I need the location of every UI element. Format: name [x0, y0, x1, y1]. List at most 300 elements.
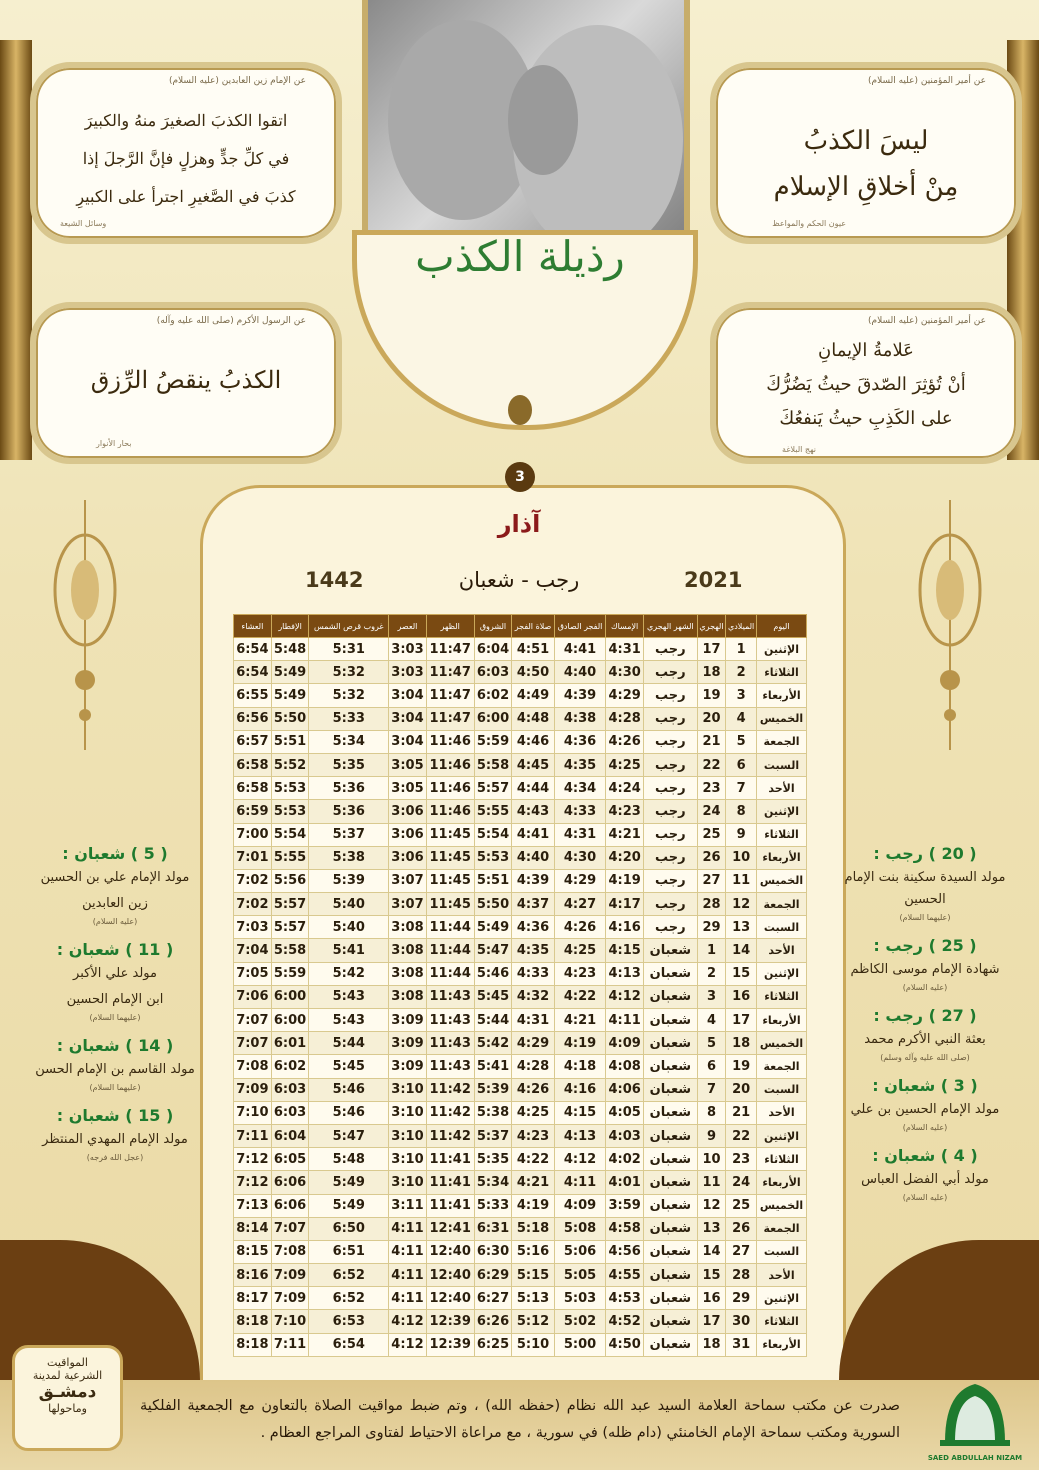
- table-cell: 5:41: [309, 939, 389, 962]
- table-cell: 3:03: [389, 638, 427, 661]
- table-cell: 4:23: [554, 962, 606, 985]
- table-cell: شعبان: [643, 1101, 697, 1124]
- table-cell: 4:25: [606, 753, 644, 776]
- table-cell: 4:09: [606, 1032, 644, 1055]
- table-cell: 18: [726, 1032, 757, 1055]
- table-cell: 6:27: [474, 1287, 512, 1310]
- table-cell: 5:53: [474, 846, 512, 869]
- table-cell: رجب: [643, 638, 697, 661]
- table-cell: 7:05: [234, 962, 272, 985]
- table-cell: 11:45: [426, 846, 474, 869]
- table-cell: 4:27: [554, 893, 606, 916]
- table-cell: 11:46: [426, 730, 474, 753]
- quote-ref: وسائل الشيعة: [60, 219, 107, 228]
- quote-source: عن أمير المؤمنين (عليه السلام): [868, 76, 986, 86]
- table-cell: 3:05: [389, 777, 427, 800]
- table-cell: 3:07: [389, 869, 427, 892]
- quote-line: أنْ تُؤثِرَ الصّدقَ حيثُ يَضُرُّكَ: [766, 374, 966, 395]
- quote-line: الكذبُ ينقصُ الرِّزق: [90, 366, 282, 394]
- table-cell: 3:08: [389, 962, 427, 985]
- table-cell: 4:31: [512, 1009, 554, 1032]
- table-cell: 4:16: [606, 916, 644, 939]
- table-cell: 4: [697, 1009, 725, 1032]
- table-cell: 3:04: [389, 684, 427, 707]
- table-cell: 5:45: [474, 985, 512, 1008]
- column-header: العصر: [389, 615, 427, 638]
- table-cell: 21: [697, 730, 725, 753]
- table-row: [234, 1171, 807, 1194]
- table-cell: 3:03: [389, 661, 427, 684]
- table-cell: شعبان: [643, 1264, 697, 1287]
- table-cell: الجمعة: [757, 730, 807, 753]
- arabesque-ornament-right: [915, 500, 985, 750]
- table-row: [234, 730, 807, 753]
- table-cell: الخميس: [757, 1032, 807, 1055]
- table-cell: 4:24: [606, 777, 644, 800]
- table-cell: 7:12: [234, 1148, 272, 1171]
- table-cell: 4:39: [554, 684, 606, 707]
- column-header: العشاء: [234, 615, 272, 638]
- table-cell: 4:29: [606, 684, 644, 707]
- table-cell: 2: [697, 962, 725, 985]
- event-text: مولد الإمام المهدي المنتظر: [42, 1132, 188, 1147]
- table-cell: 6:00: [271, 985, 309, 1008]
- table-cell: 5:33: [474, 1194, 512, 1217]
- table-row: [234, 1264, 807, 1287]
- table-cell: 7: [726, 777, 757, 800]
- badge-city: دمشـق: [38, 1382, 97, 1402]
- table-cell: 28: [697, 893, 725, 916]
- badge-line: المواقيت: [47, 1356, 88, 1369]
- table-cell: 4:45: [512, 753, 554, 776]
- table-cell: شعبان: [643, 1310, 697, 1333]
- table-row: [234, 916, 807, 939]
- table-cell: 6:50: [309, 1217, 389, 1240]
- quote-mid-right: [710, 302, 1022, 464]
- table-cell: 4:31: [606, 638, 644, 661]
- event-text: مولد السيدة سكينة بنت الإمام الحسين: [844, 870, 1006, 907]
- table-row: [234, 661, 807, 684]
- table-cell: رجب: [643, 846, 697, 869]
- table-cell: 3:08: [389, 939, 427, 962]
- table-cell: 6:52: [309, 1264, 389, 1287]
- table-cell: 3:08: [389, 985, 427, 1008]
- table-cell: 4:03: [606, 1124, 644, 1147]
- column-header: الهجري: [697, 615, 725, 638]
- table-cell: 6:05: [271, 1148, 309, 1171]
- table-cell: 8:14: [234, 1217, 272, 1240]
- column-header: الإمساك: [606, 615, 644, 638]
- table-cell: 4:28: [606, 707, 644, 730]
- month-name: آذار: [497, 510, 541, 538]
- table-cell: رجب: [643, 753, 697, 776]
- table-cell: 10: [726, 846, 757, 869]
- table-cell: 3:59: [606, 1194, 644, 1217]
- table-row: [234, 962, 807, 985]
- table-cell: 4:44: [512, 777, 554, 800]
- table-cell: 5:55: [271, 846, 309, 869]
- table-row: [234, 846, 807, 869]
- event-text: مولد علي الأكبر: [73, 966, 157, 981]
- quote-source: عن الرسول الأكرم (صلى الله عليه وآله): [156, 316, 306, 326]
- table-cell: شعبان: [643, 1032, 697, 1055]
- table-header-row: [234, 615, 807, 638]
- table-cell: 5:40: [309, 893, 389, 916]
- table-cell: 5:59: [474, 730, 512, 753]
- table-cell: 11:44: [426, 916, 474, 939]
- hijri-months: رجب - شعبان: [458, 568, 580, 592]
- table-cell: الإثنين: [757, 962, 807, 985]
- table-cell: 7:07: [271, 1217, 309, 1240]
- table-cell: 9: [726, 823, 757, 846]
- table-cell: السبت: [757, 916, 807, 939]
- quote-line: في كلِّ جدٍّ وهزلٍ فإنَّ الرَّجلَ إذا: [82, 149, 290, 168]
- column-header: الشهر الهجري: [643, 615, 697, 638]
- table-cell: الأربعاء: [757, 684, 807, 707]
- table-cell: 5:13: [512, 1287, 554, 1310]
- table-cell: شعبان: [643, 1055, 697, 1078]
- table-cell: 11:47: [426, 638, 474, 661]
- table-cell: 29: [726, 1287, 757, 1310]
- quote-line: كذبَ في الصَّغيرِ اجترأ على الكبيرِ: [76, 187, 296, 206]
- table-cell: 11:45: [426, 869, 474, 892]
- table-cell: 11:47: [426, 707, 474, 730]
- table-row: [234, 985, 807, 1008]
- table-cell: 27: [697, 869, 725, 892]
- table-cell: 13: [697, 1217, 725, 1240]
- table-cell: 5:53: [271, 777, 309, 800]
- table-cell: 4:22: [554, 985, 606, 1008]
- table-cell: 5:57: [271, 916, 309, 939]
- table-cell: 6:54: [234, 661, 272, 684]
- table-cell: شعبان: [643, 1240, 697, 1263]
- table-cell: 3:05: [389, 753, 427, 776]
- table-cell: 6:00: [271, 1009, 309, 1032]
- table-cell: رجب: [643, 893, 697, 916]
- table-cell: 11:43: [426, 985, 474, 1008]
- table-cell: الثلاثاء: [757, 1148, 807, 1171]
- table-cell: 4:19: [512, 1194, 554, 1217]
- table-cell: 5:48: [271, 638, 309, 661]
- table-cell: 17: [697, 638, 725, 661]
- month-number-badge: 3: [505, 462, 535, 492]
- table-row: [234, 800, 807, 823]
- table-cell: 12:39: [426, 1333, 474, 1356]
- quote-ref: بحار الأنوار: [96, 439, 132, 448]
- table-cell: 6:58: [234, 753, 272, 776]
- event-text: زين العابدين: [82, 896, 148, 911]
- table-cell: 11:42: [426, 1101, 474, 1124]
- table-cell: 4:48: [512, 707, 554, 730]
- table-cell: 11:46: [426, 753, 474, 776]
- table-cell: 9: [697, 1124, 725, 1147]
- office-logo: [925, 1372, 1025, 1462]
- table-cell: 5:05: [554, 1264, 606, 1287]
- table-cell: 14: [697, 1240, 725, 1263]
- event-note: (عليهما السلام): [89, 1083, 141, 1092]
- table-row: [234, 1101, 807, 1124]
- table-cell: السبت: [757, 753, 807, 776]
- table-cell: 4:40: [512, 846, 554, 869]
- table-cell: 7:08: [234, 1055, 272, 1078]
- quote-mid-left: [30, 302, 342, 464]
- table-cell: 4:35: [554, 753, 606, 776]
- event-note: (عليه السلام): [902, 1193, 948, 1202]
- table-cell: 4: [726, 707, 757, 730]
- table-cell: 7:09: [271, 1287, 309, 1310]
- table-cell: 23: [726, 1148, 757, 1171]
- table-cell: 31: [726, 1333, 757, 1356]
- table-cell: 27: [726, 1240, 757, 1263]
- table-cell: 7:07: [234, 1032, 272, 1055]
- table-cell: 5:49: [309, 1194, 389, 1217]
- table-cell: 16: [726, 985, 757, 1008]
- table-cell: 11:43: [426, 1055, 474, 1078]
- event-date: ( 11 ) شعبان :: [56, 940, 174, 959]
- table-cell: 29: [697, 916, 725, 939]
- table-cell: 5:37: [474, 1124, 512, 1147]
- table-cell: 11:42: [426, 1124, 474, 1147]
- table-cell: 4:11: [389, 1240, 427, 1263]
- table-cell: 11:44: [426, 939, 474, 962]
- table-cell: 5:00: [554, 1333, 606, 1356]
- table-cell: 5:42: [474, 1032, 512, 1055]
- table-cell: الأحد: [757, 777, 807, 800]
- table-cell: شعبان: [643, 1078, 697, 1101]
- table-cell: 3:04: [389, 707, 427, 730]
- table-row: [234, 684, 807, 707]
- table-cell: شعبان: [643, 985, 697, 1008]
- table-cell: 6:59: [234, 800, 272, 823]
- table-cell: 4:39: [512, 869, 554, 892]
- table-cell: 11:45: [426, 893, 474, 916]
- table-row: [234, 1148, 807, 1171]
- table-cell: 8:16: [234, 1264, 272, 1287]
- table-cell: 4:33: [512, 962, 554, 985]
- table-cell: 4:13: [554, 1124, 606, 1147]
- table-cell: 5:59: [271, 962, 309, 985]
- table-cell: 5:50: [474, 893, 512, 916]
- table-cell: شعبان: [643, 1171, 697, 1194]
- table-cell: 4:40: [554, 661, 606, 684]
- quote-source: عن أمير المؤمنين (عليه السلام): [868, 316, 986, 326]
- table-row: [234, 1240, 807, 1263]
- table-cell: 4:11: [389, 1287, 427, 1310]
- table-cell: 7:06: [234, 985, 272, 1008]
- table-cell: 5:57: [271, 893, 309, 916]
- table-cell: الأحد: [757, 1101, 807, 1124]
- table-cell: 4:16: [554, 1078, 606, 1101]
- table-cell: 7:11: [271, 1333, 309, 1356]
- quote-source: عن الإمام زين العابدين (عليه السلام): [168, 76, 306, 86]
- table-cell: رجب: [643, 916, 697, 939]
- table-cell: 6:25: [474, 1333, 512, 1356]
- table-cell: 5:32: [309, 684, 389, 707]
- table-cell: 4:28: [512, 1055, 554, 1078]
- table-cell: الخميس: [757, 1194, 807, 1217]
- table-cell: 7:03: [234, 916, 272, 939]
- table-cell: 4:17: [606, 893, 644, 916]
- table-cell: الأربعاء: [757, 1333, 807, 1356]
- table-cell: 11: [697, 1171, 725, 1194]
- table-cell: 3:09: [389, 1009, 427, 1032]
- table-cell: 4:25: [512, 1101, 554, 1124]
- table-cell: 4:01: [606, 1171, 644, 1194]
- table-cell: 30: [726, 1310, 757, 1333]
- table-cell: 3:09: [389, 1055, 427, 1078]
- table-cell: رجب: [643, 800, 697, 823]
- table-cell: رجب: [643, 730, 697, 753]
- table-cell: 3:06: [389, 846, 427, 869]
- table-cell: 6:54: [234, 638, 272, 661]
- arch-drop-ornament: [508, 395, 532, 425]
- table-cell: 3:10: [389, 1101, 427, 1124]
- table-cell: 5: [697, 1032, 725, 1055]
- table-cell: 4:33: [554, 800, 606, 823]
- table-cell: 4:36: [512, 916, 554, 939]
- table-cell: 5:43: [309, 985, 389, 1008]
- event-text: مولد الإمام الحسين بن علي: [850, 1102, 1000, 1117]
- table-cell: 11:46: [426, 800, 474, 823]
- table-cell: 4:25: [554, 939, 606, 962]
- prayer-timetable: [233, 614, 807, 1357]
- table-cell: 6:03: [271, 1101, 309, 1124]
- table-cell: الثلاثاء: [757, 1310, 807, 1333]
- table-cell: 7:13: [234, 1194, 272, 1217]
- event-date: ( 14 ) شعبان :: [56, 1036, 174, 1055]
- table-cell: 7:02: [234, 893, 272, 916]
- table-cell: 5:46: [309, 1078, 389, 1101]
- year-hijri: 1442: [305, 568, 364, 592]
- table-cell: 5:53: [271, 800, 309, 823]
- table-cell: 4:15: [554, 1101, 606, 1124]
- event-text: مولد القاسم بن الإمام الحسن: [35, 1062, 195, 1077]
- event-text: شهادة الإمام موسى الكاظم: [850, 962, 1000, 977]
- table-cell: الأربعاء: [757, 846, 807, 869]
- event-text: بعثة النبي الأكرم محمد: [864, 1032, 986, 1047]
- table-cell: 5:40: [309, 916, 389, 939]
- table-row: [234, 1333, 807, 1356]
- column-header: الإفطار: [271, 615, 309, 638]
- table-cell: 12:40: [426, 1240, 474, 1263]
- table-cell: 1: [697, 939, 725, 962]
- table-cell: الجمعة: [757, 893, 807, 916]
- table-cell: الثلاثاء: [757, 823, 807, 846]
- table-cell: 5:49: [309, 1171, 389, 1194]
- table-row: [234, 939, 807, 962]
- event-note: (عجل الله فرجه): [86, 1153, 144, 1162]
- table-cell: الإثنين: [757, 638, 807, 661]
- table-cell: 3:08: [389, 916, 427, 939]
- table-cell: 3:06: [389, 823, 427, 846]
- table-cell: 7:12: [234, 1171, 272, 1194]
- table-cell: 14: [726, 939, 757, 962]
- table-cell: شعبان: [643, 1217, 697, 1240]
- table-cell: 7:07: [234, 1009, 272, 1032]
- table-cell: 6:03: [474, 661, 512, 684]
- table-cell: 5:54: [271, 823, 309, 846]
- table-cell: 11: [726, 869, 757, 892]
- table-cell: 6:02: [271, 1055, 309, 1078]
- table-cell: 4:11: [389, 1217, 427, 1240]
- page-title: رذيلة الكذب: [415, 232, 625, 281]
- table-cell: 4:13: [606, 962, 644, 985]
- table-cell: 4:15: [606, 939, 644, 962]
- table-cell: 4:11: [389, 1264, 427, 1287]
- table-cell: 3:10: [389, 1078, 427, 1101]
- column-header: الظهر: [426, 615, 474, 638]
- table-cell: 6:54: [309, 1333, 389, 1356]
- table-cell: 4:22: [512, 1148, 554, 1171]
- table-cell: 5:46: [474, 962, 512, 985]
- table-cell: 4:26: [554, 916, 606, 939]
- table-cell: 12:40: [426, 1287, 474, 1310]
- table-cell: 12: [697, 1194, 725, 1217]
- table-cell: 4:51: [512, 638, 554, 661]
- table-cell: 3: [726, 684, 757, 707]
- table-cell: 20: [697, 707, 725, 730]
- table-cell: 8: [726, 800, 757, 823]
- table-cell: 4:38: [554, 707, 606, 730]
- table-cell: 5: [726, 730, 757, 753]
- table-cell: 24: [726, 1171, 757, 1194]
- table-cell: 6:56: [234, 707, 272, 730]
- table-cell: 5:44: [474, 1009, 512, 1032]
- table-cell: 5:56: [271, 869, 309, 892]
- event-note: (عليه السلام): [902, 1123, 948, 1132]
- table-row: [234, 707, 807, 730]
- table-cell: 4:26: [606, 730, 644, 753]
- table-cell: 5:44: [309, 1032, 389, 1055]
- table-cell: 5:03: [554, 1287, 606, 1310]
- table-row: [234, 1032, 807, 1055]
- table-cell: 6:01: [271, 1032, 309, 1055]
- table-cell: 3:10: [389, 1148, 427, 1171]
- table-cell: 5:57: [474, 777, 512, 800]
- table-cell: 5:16: [512, 1240, 554, 1263]
- table-cell: 4:21: [554, 1009, 606, 1032]
- table-cell: 6: [697, 1055, 725, 1078]
- table-cell: 5:12: [512, 1310, 554, 1333]
- table-cell: 7:00: [234, 823, 272, 846]
- table-cell: 4:32: [512, 985, 554, 1008]
- table-cell: 7:10: [234, 1101, 272, 1124]
- table-cell: 3:07: [389, 893, 427, 916]
- table-cell: الثلاثاء: [757, 661, 807, 684]
- table-cell: 8: [697, 1101, 725, 1124]
- table-cell: 19: [726, 1055, 757, 1078]
- table-cell: 4:29: [554, 869, 606, 892]
- table-row: [234, 893, 807, 916]
- table-cell: 4:12: [606, 985, 644, 1008]
- table-cell: شعبان: [643, 1287, 697, 1310]
- table-cell: 7:11: [234, 1124, 272, 1147]
- table-cell: رجب: [643, 823, 697, 846]
- table-cell: 4:41: [554, 638, 606, 661]
- table-cell: 11:46: [426, 777, 474, 800]
- event-date: ( 3 ) شعبان :: [872, 1076, 978, 1095]
- table-cell: 4:20: [606, 846, 644, 869]
- table-cell: 15: [697, 1264, 725, 1287]
- table-cell: رجب: [643, 869, 697, 892]
- table-row: [234, 777, 807, 800]
- event-note: (عليه السلام): [92, 917, 138, 926]
- left-pillar: [0, 40, 32, 460]
- table-cell: الخميس: [757, 869, 807, 892]
- table-cell: 4:12: [389, 1310, 427, 1333]
- table-cell: 5:55: [474, 800, 512, 823]
- table-cell: 12:41: [426, 1217, 474, 1240]
